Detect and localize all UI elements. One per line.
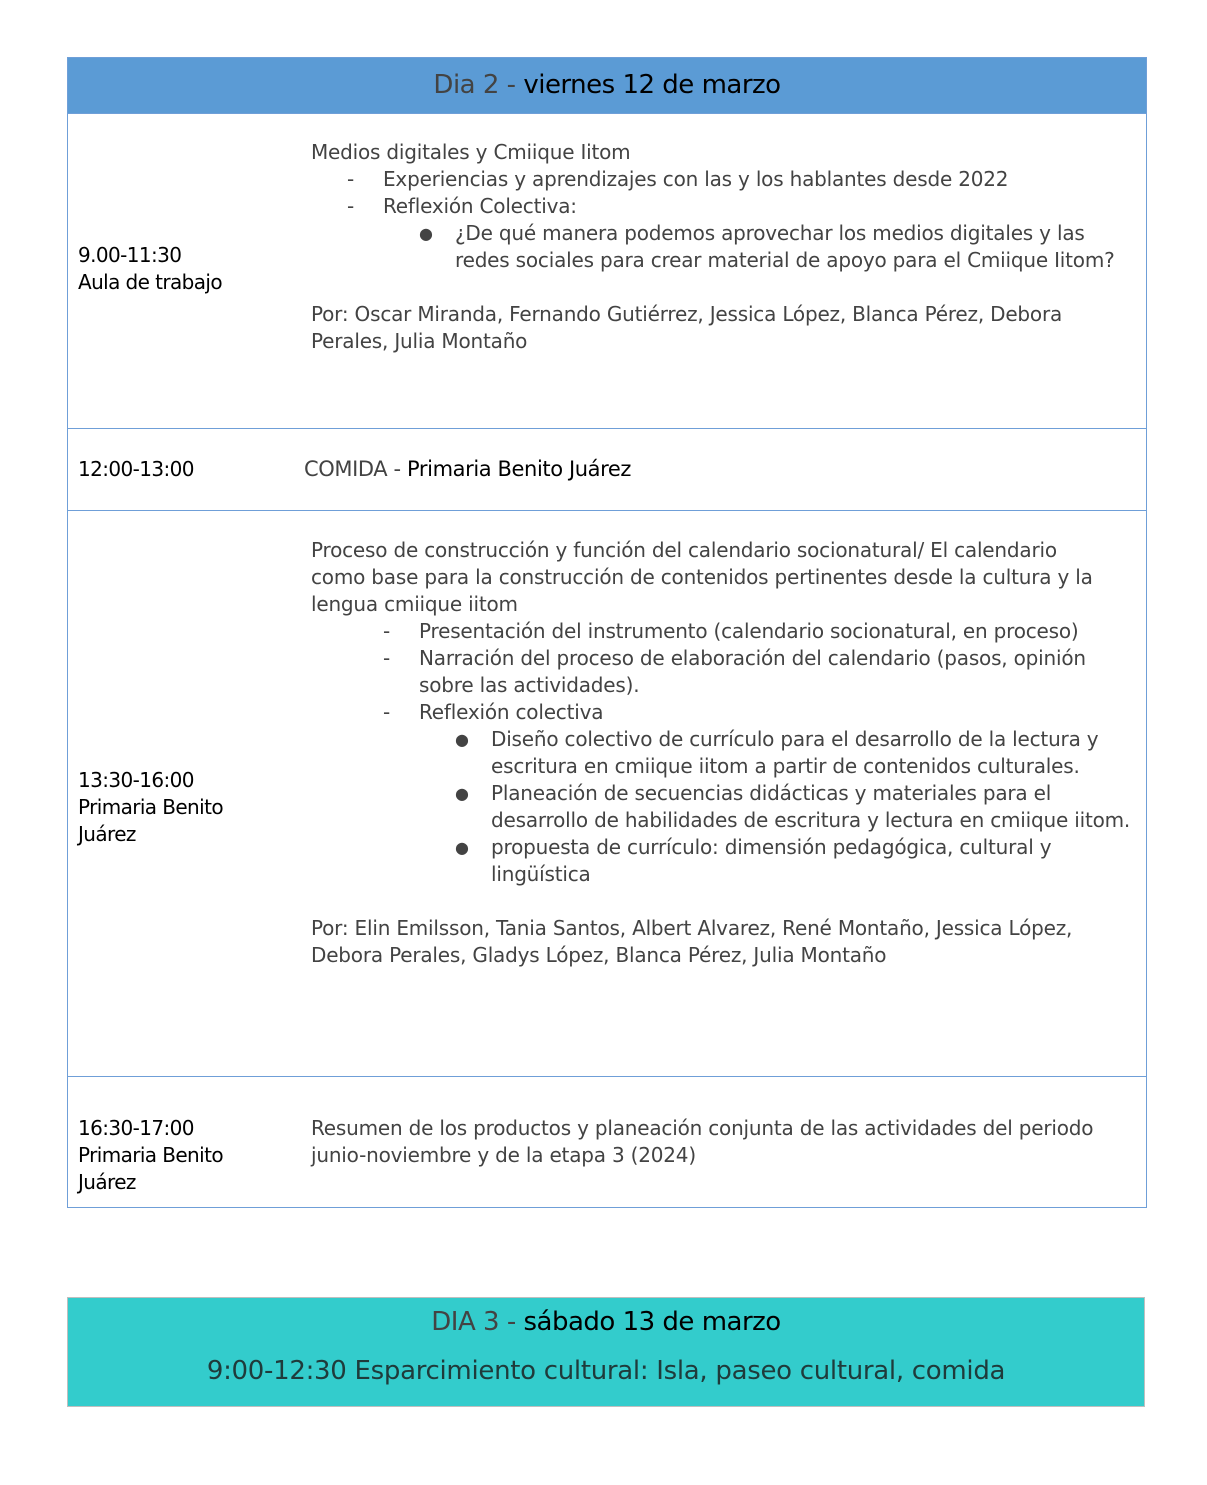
session-3-presenters: Por: Elin Emilsson, Tania Santos, Albert Alvarez, René Montaño, Jessica López, Debora Perales, Gladys López, Blanca Pérez, Julia Montaño: [311, 916, 1073, 967]
session-4-content: [311, 1115, 1139, 1169]
session-1-item-1-text: Experiencias y aprendizajes con las y los hablantes desde 2022: [383, 167, 1009, 191]
session-1-item-2-text: Reflexión Colectiva:: [383, 194, 577, 218]
session-row-3: [68, 511, 1146, 1077]
session-3-bullet-1-text: Diseño colectivo de currículo para el desarrollo de la lectura y escritura en cmiique iitom a partir de contenidos culturales.: [491, 727, 1099, 778]
session-1-item-2: [311, 193, 1139, 220]
session-4-description: Resumen de los productos y planeación conjunta de las actividades del periodo junio-noviembre y de la etapa 3 (2024): [311, 1116, 1094, 1167]
day3-banner: [67, 1297, 1145, 1407]
session-row-1: [68, 114, 1146, 429]
day3-label: DIA 3 -: [431, 1307, 516, 1337]
session-1-title: Medios digitales y Cmiique Iitom: [311, 140, 631, 164]
bullet-marker: ●: [455, 838, 469, 857]
day3-header: [68, 1304, 1144, 1340]
meal-label: COMIDA -: [304, 457, 401, 481]
dash-marker: -: [347, 167, 355, 191]
session-3-bullet-list: [311, 726, 1139, 888]
session-row-2: [68, 429, 1146, 511]
bullet-marker: ●: [419, 224, 433, 243]
session-3-dash-list: [311, 618, 1139, 726]
session-1-item-1: [311, 166, 1139, 193]
session-4-place-line1: Primaria Benito: [78, 1143, 223, 1167]
session-2-time-cell: [78, 456, 288, 483]
session-3-time-cell: [78, 767, 288, 848]
day2-date: viernes 12 de marzo: [523, 70, 781, 100]
day2-schedule-table: [67, 57, 1147, 1208]
session-3-bullet-3-text: propuesta de currículo: dimensión pedagógica, cultural y lingüística: [491, 835, 1052, 886]
dash-marker: -: [383, 646, 391, 670]
session-1-dash-list: [311, 166, 1139, 220]
session-1-place: Aula de trabajo: [78, 270, 222, 294]
session-1-content: [311, 139, 1139, 355]
session-1-time-cell: [78, 242, 288, 296]
day3-date: sábado 13 de marzo: [523, 1307, 781, 1337]
session-2-time: 12:00-13:00: [78, 457, 194, 481]
session-4-place-line2: Juárez: [78, 1170, 136, 1194]
day2-label: Dia 2 -: [433, 70, 516, 100]
session-3-bullet-2-text: Planeación de secuencias didácticas y materiales para el desarrollo de habilidades de escritura y lectura en cmiique iitom.: [491, 781, 1131, 832]
session-1-bullet-1-text: ¿De qué manera podemos aprovechar los medios digitales y las redes sociales para crear material de apoyo para el Cmiique Iitom?: [455, 221, 1115, 272]
session-3-bullet-3: [311, 834, 1139, 888]
session-3-place-line1: Primaria Benito: [78, 795, 223, 819]
session-3-time: 13:30-16:00: [78, 768, 194, 792]
session-4-time: 16:30-17:00: [78, 1116, 194, 1140]
dash-marker: -: [383, 619, 391, 643]
session-3-item-2-text: Narración del proceso de elaboración del calendario (pasos, opinión sobre las actividades).: [419, 646, 1086, 697]
bullet-marker: ●: [455, 784, 469, 803]
session-3-place-line2: Juárez: [78, 822, 136, 846]
dash-marker: -: [347, 194, 355, 218]
meal-row: [304, 456, 631, 483]
day2-header: [68, 58, 1146, 114]
session-3-item-2: [311, 645, 1139, 699]
dash-marker: -: [383, 700, 391, 724]
session-1-time: 9.00-11:30: [78, 243, 182, 267]
session-1-bullet-list: [311, 220, 1139, 274]
session-3-bullet-2: [311, 780, 1139, 834]
session-3-item-1: [311, 618, 1139, 645]
session-1-bullet-1: [311, 220, 1139, 274]
bullet-marker: ●: [455, 730, 469, 749]
session-3-item-3-text: Reflexión colectiva: [419, 700, 604, 724]
session-4-time-cell: [78, 1115, 288, 1196]
session-3-content: [311, 537, 1139, 969]
session-row-4: [68, 1077, 1146, 1207]
session-3-bullet-1: [311, 726, 1139, 780]
day3-activity: 9:00-12:30 Esparcimiento cultural: Isla, paseo cultural, comida: [206, 1356, 1006, 1386]
session-3-item-1-text: Presentación del instrumento (calendario socionatural, en proceso): [419, 619, 1079, 643]
session-3-title: Proceso de construcción y función del calendario socionatural/ El calendario como base para la construcción de contenidos pertinentes desde la cultura y la lengua cmiique iitom: [311, 538, 1093, 616]
meal-place: Primaria Benito Juárez: [407, 457, 632, 481]
session-3-item-3: [311, 699, 1139, 726]
session-1-presenters: Por: Oscar Miranda, Fernando Gutiérrez, Jessica López, Blanca Pérez, Debora Perales, Julia Montaño: [311, 302, 1063, 353]
